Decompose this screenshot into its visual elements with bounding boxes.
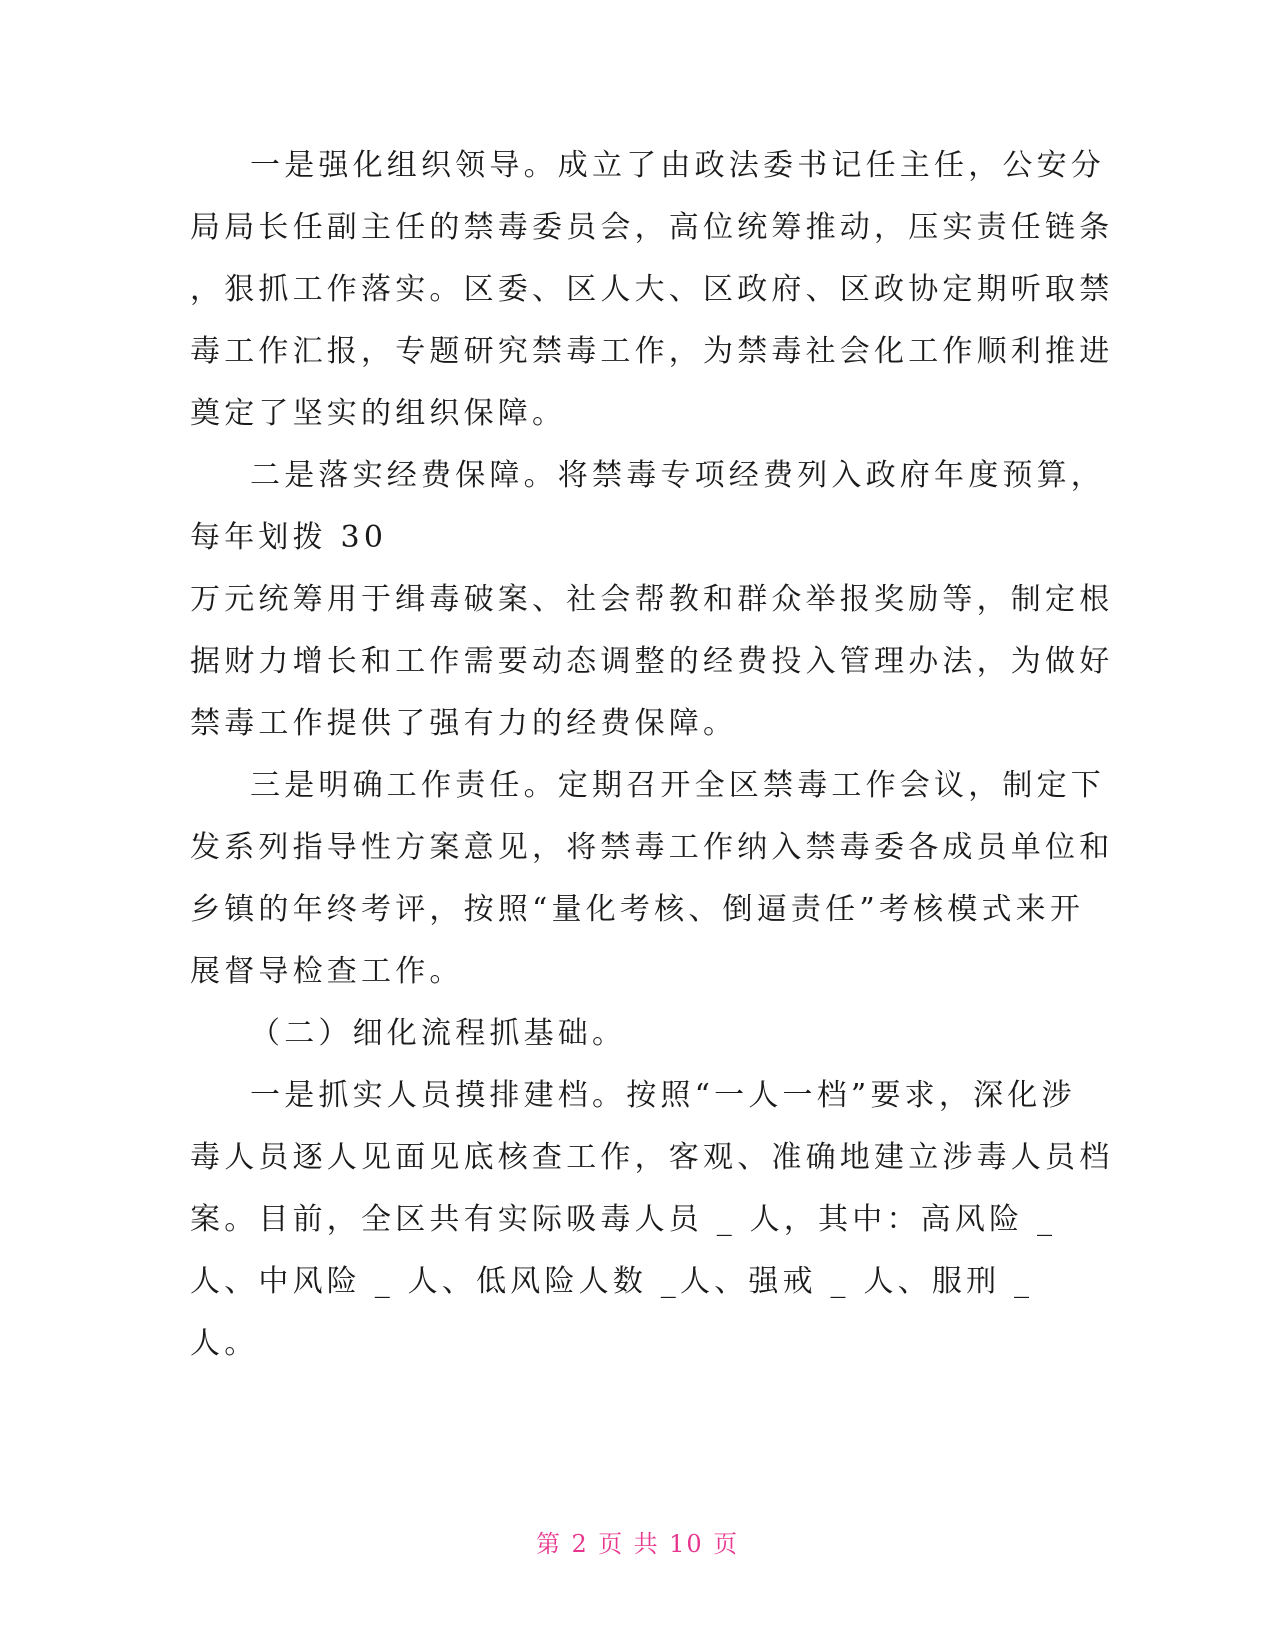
page-number-footer: 第 2 页 共 10 页 bbox=[536, 1530, 739, 1558]
paragraph-line: 人。 bbox=[190, 1326, 259, 1361]
paragraph-line: 毒人员逐人见面见底核查工作，客观、准确地建立涉毒人员档 bbox=[190, 1140, 1114, 1175]
paragraph-line: 二是落实经费保障。将禁毒专项经费列入政府年度预算， bbox=[250, 458, 1105, 493]
paragraph-line: 案。目前，全区共有实际吸毒人员 _ 人，其中：高风险 _ bbox=[190, 1202, 1057, 1237]
paragraph-line: 人、中风险 _ 人、低风险人数 _人、强戒 _ 人、服刑 _ bbox=[190, 1264, 1034, 1299]
paragraph-line: 一是抓实人员摸排建档。按照“一人一档”要求，深化涉 bbox=[250, 1078, 1076, 1113]
paragraph-line: 一是强化组织领导。成立了由政法委书记任主任，公安分 bbox=[250, 148, 1105, 183]
paragraph-line: 发系列指导性方案意见，将禁毒工作纳入禁毒委各成员单位和 bbox=[190, 830, 1114, 865]
paragraph-line: 乡镇的年终考评，按照“量化考核、倒逼责任”考核模式来开 bbox=[190, 892, 1085, 927]
paragraph-line: 禁毒工作提供了强有力的经费保障。 bbox=[190, 706, 738, 741]
paragraph-line: 毒工作汇报，专题研究禁毒工作，为禁毒社会化工作顺利推进 bbox=[190, 334, 1114, 369]
paragraph-line: 据财力增长和工作需要动态调整的经费投入管理办法，为做好 bbox=[190, 644, 1114, 679]
paragraph-line: 局局长任副主任的禁毒委员会，高位统筹推动，压实责任链条 bbox=[190, 210, 1114, 245]
section-heading: （二）细化流程抓基础。 bbox=[250, 1016, 627, 1051]
paragraph-line: 每年划拨 30 bbox=[190, 520, 388, 555]
paragraph-line: 展督导检查工作。 bbox=[190, 954, 464, 989]
paragraph-line: 万元统筹用于缉毒破案、社会帮教和群众举报奖励等，制定根 bbox=[190, 582, 1114, 617]
paragraph-line: 三是明确工作责任。定期召开全区禁毒工作会议，制定下 bbox=[250, 768, 1105, 803]
paragraph-line: ，狠抓工作落实。区委、区人大、区政府、区政协定期听取禁 bbox=[190, 272, 1114, 307]
paragraph-line: 奠定了坚实的组织保障。 bbox=[190, 396, 567, 431]
